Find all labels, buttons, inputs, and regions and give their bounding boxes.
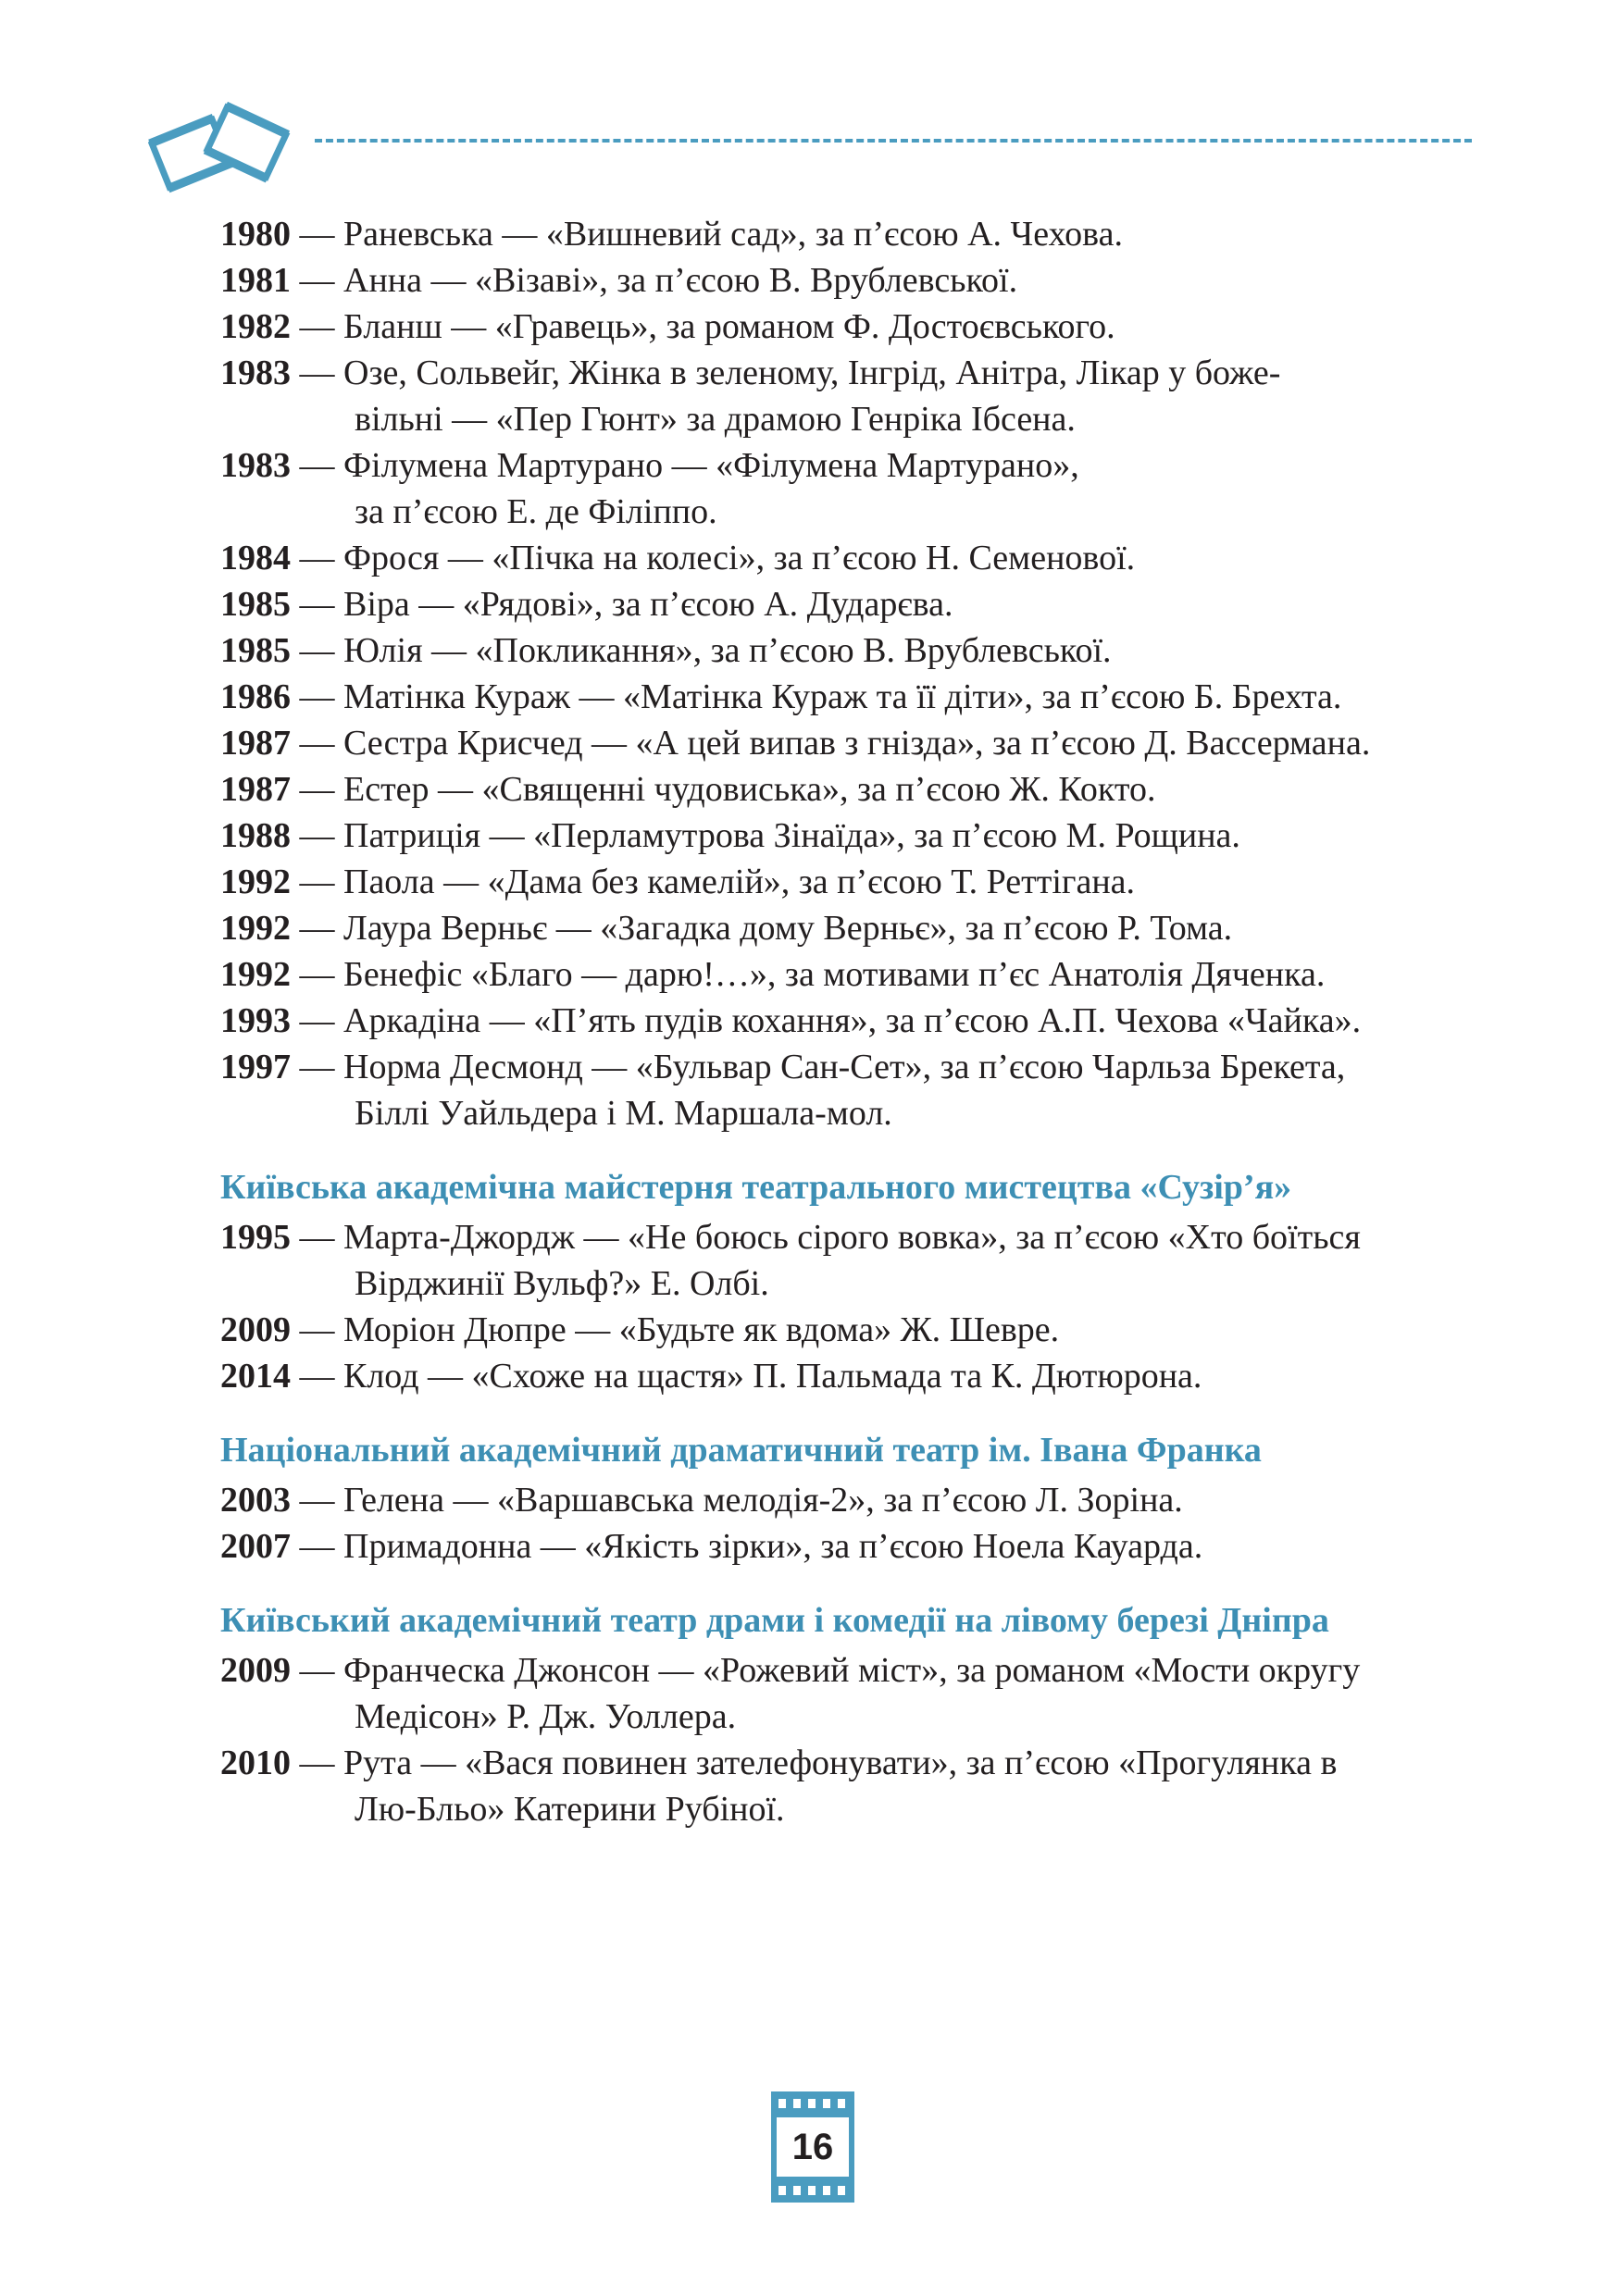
entry-year: 1985	[220, 631, 291, 670]
entry-text: — Паола — «Дама без камелій», за п’єсою Т. Реттігана.	[299, 863, 1136, 901]
entry-text: Біллі Уайльдера і М. Маршала-мол.	[355, 1094, 892, 1133]
entry-year: 1987	[220, 770, 291, 809]
entry-year: 1988	[220, 816, 291, 855]
filmography-entry	[220, 720, 1479, 766]
entry-text: Лю-Бльо» Катерини Рубіної.	[355, 1790, 785, 1829]
filmography-entry	[220, 1044, 1479, 1136]
entry-year: 1985	[220, 585, 291, 624]
entry-text: Вірджинії Вульф?» Е. Олбі.	[355, 1264, 769, 1303]
film-strip-icon	[148, 93, 315, 204]
filmography-entry	[220, 1353, 1479, 1399]
filmography-entry	[220, 211, 1479, 257]
filmography-entry	[220, 905, 1479, 951]
section-title: Національний академічний драматичний театр ім. Івана Франка	[220, 1431, 1262, 1470]
entry-text: — Матінка Кураж — «Матінка Кураж та її діти», за п’єсою Б. Брехта.	[299, 677, 1342, 716]
entry-year: 1982	[220, 307, 291, 346]
entry-year: 1993	[220, 1001, 291, 1040]
entry-text: — Аркадіна — «П’ять пудів кохання», за п’єсою А.П. Чехова «Чайка».	[299, 1001, 1362, 1040]
entry-year: 1987	[220, 724, 291, 763]
filmography-entry	[220, 350, 1479, 442]
page-number-box	[771, 2091, 854, 2203]
entry-text: — Сестра Крисчед — «А цей випав з гнізда», за п’єсою Д. Вассермана.	[299, 724, 1371, 763]
filmography-entry	[220, 581, 1479, 627]
entry-text: — Бланш — «Гравець», за романом Ф. Достоєвського.	[299, 307, 1115, 346]
filmography-entry	[220, 951, 1479, 998]
filmography-entry	[220, 1307, 1479, 1353]
entry-text: — Естер — «Священні чудовиська», за п’єсою Ж. Кокто.	[299, 770, 1156, 809]
entry-year: 1983	[220, 446, 291, 485]
filmography-entry	[220, 1647, 1479, 1740]
entry-text: — Віра — «Рядові», за п’єсою А. Дударєва.	[299, 585, 953, 624]
header-dashed-line	[315, 139, 1472, 143]
entry-text: — Фрося — «Пічка на колесі», за п’єсою Н. Семенової.	[299, 539, 1136, 577]
filmography-entry	[220, 1740, 1479, 1832]
entry-year: 2009	[220, 1310, 291, 1349]
filmography-entry	[220, 257, 1479, 304]
entry-year: 1992	[220, 863, 291, 901]
entry-year: 1997	[220, 1048, 291, 1086]
entry-year: 1992	[220, 909, 291, 948]
entry-year: 2014	[220, 1357, 291, 1396]
filmography-entry	[220, 813, 1479, 859]
entry-text: — Рута — «Вася повинен зателефонувати», за п’єсою «Прогулянка в	[299, 1744, 1338, 1782]
entry-year: 1992	[220, 955, 291, 994]
entry-year: 2007	[220, 1527, 291, 1566]
filmography-entry	[220, 1477, 1479, 1523]
entry-text: — Клод — «Схоже на щастя» П. Пальмада та К. Дютюрона.	[299, 1357, 1202, 1396]
entry-text: — Філумена Мартурано — «Філумена Мартурано»,	[299, 446, 1079, 485]
entry-text: — Моріон Дюпре — «Будьте як вдома» Ж. Шевре.	[299, 1310, 1060, 1349]
entry-text: — Лаура Верньє — «Загадка дому Верньє», за п’єсою Р. Тома.	[299, 909, 1233, 948]
entry-text: — Раневська — «Вишневий сад», за п’єсою А. Чехова.	[299, 215, 1123, 254]
entry-text: — Озе, Сольвейг, Жінка в зеленому, Інгрід, Анітра, Лікар у боже-	[299, 354, 1281, 392]
entry-year: 1984	[220, 539, 291, 577]
entry-year: 1980	[220, 215, 291, 254]
entry-year: 1983	[220, 354, 291, 392]
entry-year: 1986	[220, 677, 291, 716]
entry-text: — Анна — «Візаві», за п’єсою В. Врублевської.	[299, 261, 1018, 300]
filmography-entry	[220, 1214, 1479, 1307]
filmography-entry	[220, 674, 1479, 720]
filmography-list	[220, 211, 1479, 1832]
entry-text: Медісон» Р. Дж. Уоллера.	[355, 1697, 737, 1736]
entry-text: — Бенефіс «Благо — дарю!…», за мотивами п’єс Анатолія Дяченка.	[299, 955, 1326, 994]
entry-year: 1995	[220, 1218, 291, 1257]
page-number: 16	[791, 2127, 834, 2167]
filmography-entry	[220, 627, 1479, 674]
entry-text: — Гелена — «Варшавська мелодія-2», за п’єсою Л. Зоріна.	[299, 1481, 1183, 1520]
filmography-entry	[220, 859, 1479, 905]
filmography-entry	[220, 766, 1479, 813]
entry-text: — Франческа Джонсон — «Рожевий міст», за романом «Мости округу	[299, 1651, 1361, 1690]
section-title: Київська академічна майстерня театрального мистецтва «Сузір’я»	[220, 1168, 1292, 1207]
entry-text: вільні — «Пер Гюнт» за драмою Генріка Ібсена.	[355, 400, 1076, 439]
entry-text: за п’єсою Е. де Філіппо.	[355, 492, 717, 531]
entry-year: 1981	[220, 261, 291, 300]
page-header	[148, 93, 1472, 204]
section-title: Київський академічний театр драми і комедії на лівому березі Дніпра	[220, 1601, 1329, 1640]
entry-text: — Примадонна — «Якість зірки», за п’єсою Ноела Кауарда.	[299, 1527, 1203, 1566]
filmography-entry	[220, 535, 1479, 581]
filmography-entry	[220, 442, 1479, 535]
entry-year: 2003	[220, 1481, 291, 1520]
entry-year: 2010	[220, 1744, 291, 1782]
entry-text: — Юлія — «Покликання», за п’єсою В. Врублевської.	[299, 631, 1112, 670]
entry-text: — Норма Десмонд — «Бульвар Сан-Сет», за п’єсою Чарльза Брекета,	[299, 1048, 1346, 1086]
filmography-entry	[220, 998, 1479, 1044]
entry-year: 2009	[220, 1651, 291, 1690]
entry-text: — Марта-Джордж — «Не боюсь сірого вовка», за п’єсою «Хто боїться	[299, 1218, 1361, 1257]
filmography-entry	[220, 304, 1479, 350]
entry-text: — Патриція — «Перламутрова Зінаїда», за п’єсою М. Рощина.	[299, 816, 1240, 855]
filmography-entry	[220, 1523, 1479, 1570]
